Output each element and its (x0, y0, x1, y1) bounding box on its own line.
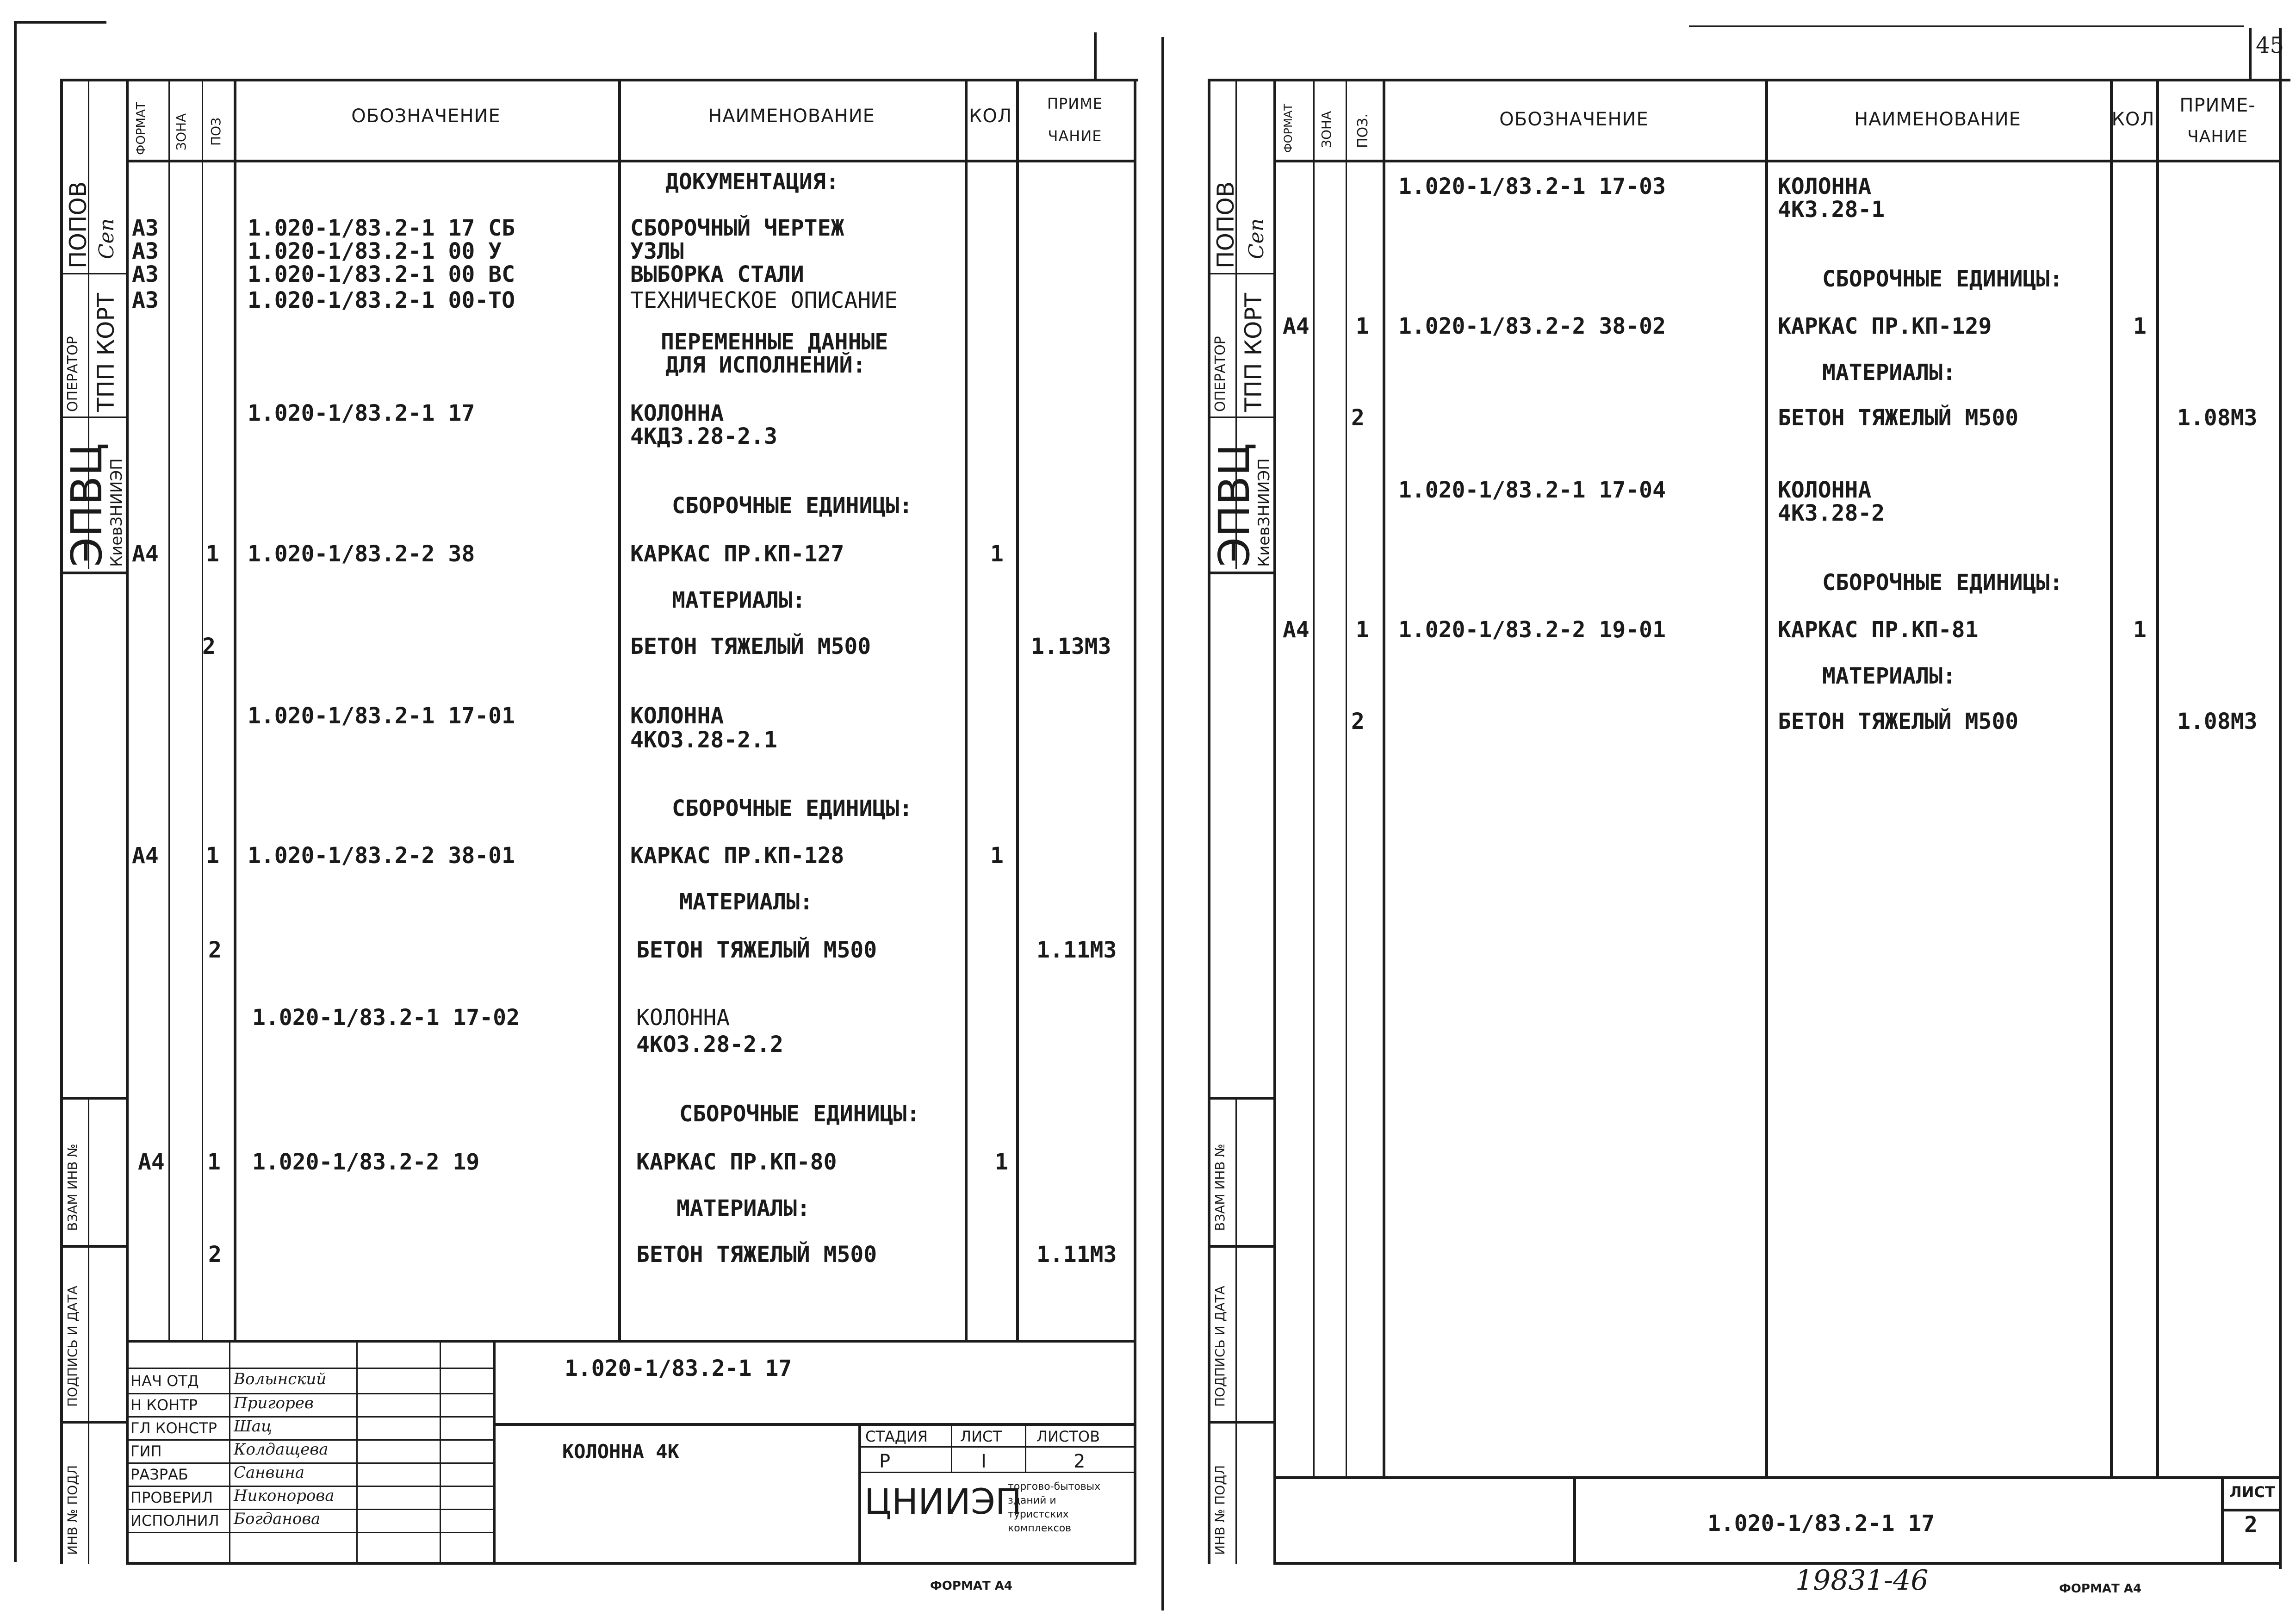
header-note-1: ПРИМЕ (1047, 95, 1103, 112)
role-person: Волынский (234, 1370, 327, 1388)
org-name: ЦНИИЭП (864, 1481, 1022, 1522)
side-org: ЭПВЦ (62, 443, 112, 567)
side-org: ЭПВЦ (1210, 443, 1259, 567)
sheet-value: I (981, 1451, 987, 1472)
format-label-left: ФОРМАТ А4 (930, 1579, 1012, 1593)
format-label-right: ФОРМАТ А4 (2059, 1582, 2141, 1596)
header-name: НАИМЕНОВАНИЕ (708, 106, 875, 127)
side-signature: Сеп (95, 218, 118, 259)
role-label: РАЗРАБ (130, 1466, 188, 1483)
side-org-sub: КиевЗНИИЭП (1255, 458, 1273, 567)
side-operator-label: ОПЕРАТОР (65, 336, 81, 412)
role-person: Шац (234, 1417, 272, 1436)
page-number: 45 (2256, 32, 2284, 58)
side-surname: ПОПОВ (65, 181, 92, 268)
side-sign-date: ПОДПИСЬ И ДАТА (65, 1286, 80, 1407)
doc-code: 1.020-1/83.2-1 17 (1707, 1511, 1935, 1536)
side-sign-date: ПОДПИСЬ И ДАТА (1212, 1286, 1228, 1407)
header-pos: ПОЗ. (1355, 113, 1371, 148)
role-person: Пригорев (234, 1394, 314, 1412)
side-inv-orig: ИНВ № ПОДЛ (1212, 1465, 1228, 1555)
side-inv-label: ВЗАМ ИНВ № (65, 1144, 80, 1231)
stage-value: Р (879, 1451, 891, 1472)
header-note-2: ЧАНИЕ (2187, 127, 2248, 146)
role-label: ИСПОЛНИЛ (130, 1512, 219, 1530)
role-label: ГЛ КОНСТР (130, 1419, 217, 1437)
header-pos: ПОЗ (208, 117, 223, 146)
side-inv-orig: ИНВ № ПОДЛ (65, 1465, 80, 1555)
side-inv-label: ВЗАМ ИНВ № (1212, 1144, 1228, 1231)
header-name: НАИМЕНОВАНИЕ (1854, 109, 2021, 130)
role-person: Колдащева (234, 1440, 329, 1459)
sheet-label: ЛИСТ (2229, 1483, 2275, 1501)
header-format: ФОРМАТ (134, 102, 148, 155)
drawing-sheet: ФОРМАТ ЗОНА ПОЗ ОБОЗНАЧЕНИЕ НАИМЕНОВАНИЕ КОЛ ПРИМЕ ЧАНИЕ ЭПВЦ КиевЗНИИЭП ОПЕРАТОР ТПП КОРТ ПОПОВ Сеп ВЗАМ ИНВ № ПОДПИСЬ И ДАТА ИНВ № ПОДЛ ДОКУМЕНТАЦИЯ: А3 1.020-1/83.2-1 17 СБ СБОРОЧНЫЙ ЧЕРТЕЖ А3 1.020-1/83.2-1 00 У УЗЛЫ А3 1.020-1/83.2-1 00 ВС ВЫБОРКА СТАЛИ А3 1.020-1/83.2-1 00-ТО ТЕХНИЧЕСКОЕ ОПИСАНИЕ ПЕРЕМЕННЫЕ ДАННЫЕ ДЛЯ ИСПОЛНЕНИЙ: 1.020-1/83.2-1 17 КОЛОННА 4КДЗ.28-2.3 СБОРОЧНЫЕ ЕДИНИЦЫ: А4 1 1.020-1/83.2-2 38 КАРКАС ПР.КП-127 1 МАТЕРИАЛЫ: 2 БЕТОН ТЯЖЕЛЫЙ М500 1.13М3 1.020-1/83.2-1 17-01 КОЛОННА 4КОЗ.28-2.1 СБОРОЧНЫЕ ЕДИНИЦЫ: А4 1 1.020-1/83.2-2 38-01 КАРКАС ПР.КП-128 1 МАТЕРИАЛЫ: 2 БЕТОН ТЯЖЕЛЫЙ М500 1.11М3 1.020-1/83.2-1 17-02 КОЛОННА 4КОЗ.28-2.2 СБОРОЧНЫЕ ЕДИНИЦЫ: А4 1 1.020-1/83.2-2 19 КАРКАС ПР.КП-80 1 МАТЕРИАЛЫ: 2 БЕТОН ТЯЖЕЛЫЙ М500 1.11М3 НАЧ ОТД Волынский Н КОНТР Пригорев ГЛ КОНСТР Шац ГИП Колдащева РАЗРАБ Санвина ПРОВЕРИЛ Никонорова ИСПОЛНИЛ Богданова 1.020-1/83.2-1 17 КОЛОННА 4К СТАДИЯ ЛИСТ ЛИСТОВ Р I 2 ЦНИИЭП торгово-бытовых зданий и туристских комплексов ФОРМАТ А4 45 ФОРМАТ ЗОНА ПОЗ. ОБОЗНАЧЕНИЕ НАИМЕНОВАНИЕ КОЛ ПРИМЕ- ЧАНИЕ ЭПВЦ КиевЗНИИЭП ОПЕРАТОР ТПП КОРТ ПОПОВ Сеп ВЗАМ ИНВ № ПОДПИСЬ И ДАТА ИНВ № ПОДЛ 1.020-1/83.2-1 17-03 КОЛОННА 4КЗ.28-1 СБОРОЧНЫЕ ЕДИНИЦЫ: А4 1 1.020-1/83.2-2 38-02 КАРКАС ПР.КП-129 1 МАТЕРИАЛЫ: 2 БЕТОН ТЯЖЕЛЫЙ М500 1.08М3 1.020-1/83.2-1 17-04 КОЛОННА 4КЗ.28-2 СБОРОЧНЫЕ ЕДИНИЦЫ: А4 1 1.020-1/83.2-2 19-01 КАРКАС ПР.КП-81 1 МАТЕРИАЛЫ: 2 БЕТОН ТЯЖЕЛЫЙ М500 1.08М3 1.020-1/83.2-1 17 ЛИСТ 2 19831-46 ФОРМАТ А4 (0, 0, 2296, 1623)
stage-label: СТАДИЯ (865, 1428, 928, 1445)
role-label: ГИП (130, 1443, 162, 1460)
side-signature: Сеп (1245, 218, 1268, 259)
doc-title: КОЛОННА 4К (562, 1440, 679, 1463)
role-person: Никонорова (234, 1486, 335, 1505)
header-zone: ЗОНА (174, 113, 189, 150)
doc-code: 1.020-1/83.2-1 17 (565, 1356, 792, 1381)
side-operator-label: ОПЕРАТОР (1212, 336, 1229, 412)
sheets-value: 2 (1074, 1451, 1086, 1472)
side-surname: ПОПОВ (1212, 181, 1239, 268)
header-designation: ОБОЗНАЧЕНИЕ (351, 106, 501, 127)
role-label: ПРОВЕРИЛ (130, 1489, 213, 1506)
header-qty: КОЛ (2111, 109, 2155, 130)
side-operator-value: ТПП КОРТ (1240, 292, 1267, 412)
role-label: Н КОНТР (130, 1396, 198, 1414)
header-zone: ЗОНА (1319, 111, 1334, 148)
sheets-label: ЛИСТОВ (1036, 1428, 1100, 1445)
header-qty: КОЛ (969, 106, 1012, 127)
side-operator-value: ТПП КОРТ (93, 292, 119, 412)
org-desc-2: зданий и (1008, 1495, 1056, 1506)
role-person: Богданова (234, 1510, 321, 1528)
header-designation: ОБОЗНАЧЕНИЕ (1499, 109, 1649, 130)
role-person: Санвина (234, 1463, 305, 1482)
archive-number: 19831-46 (1795, 1564, 1929, 1597)
org-desc-3: туристских (1008, 1509, 1069, 1520)
side-org-sub: КиевЗНИИЭП (107, 458, 126, 567)
header-note-1: ПРИМЕ- (2179, 95, 2256, 116)
role-label: НАЧ ОТД (130, 1372, 199, 1390)
sheet-label: ЛИСТ (960, 1428, 1002, 1445)
header-note-2: ЧАНИЕ (1048, 127, 1102, 145)
header-format: ФОРМАТ (1282, 104, 1295, 153)
org-desc-4: комплексов (1008, 1523, 1072, 1534)
org-desc-1: торгово-бытовых (1008, 1481, 1101, 1492)
sheet-value: 2 (2244, 1512, 2258, 1538)
